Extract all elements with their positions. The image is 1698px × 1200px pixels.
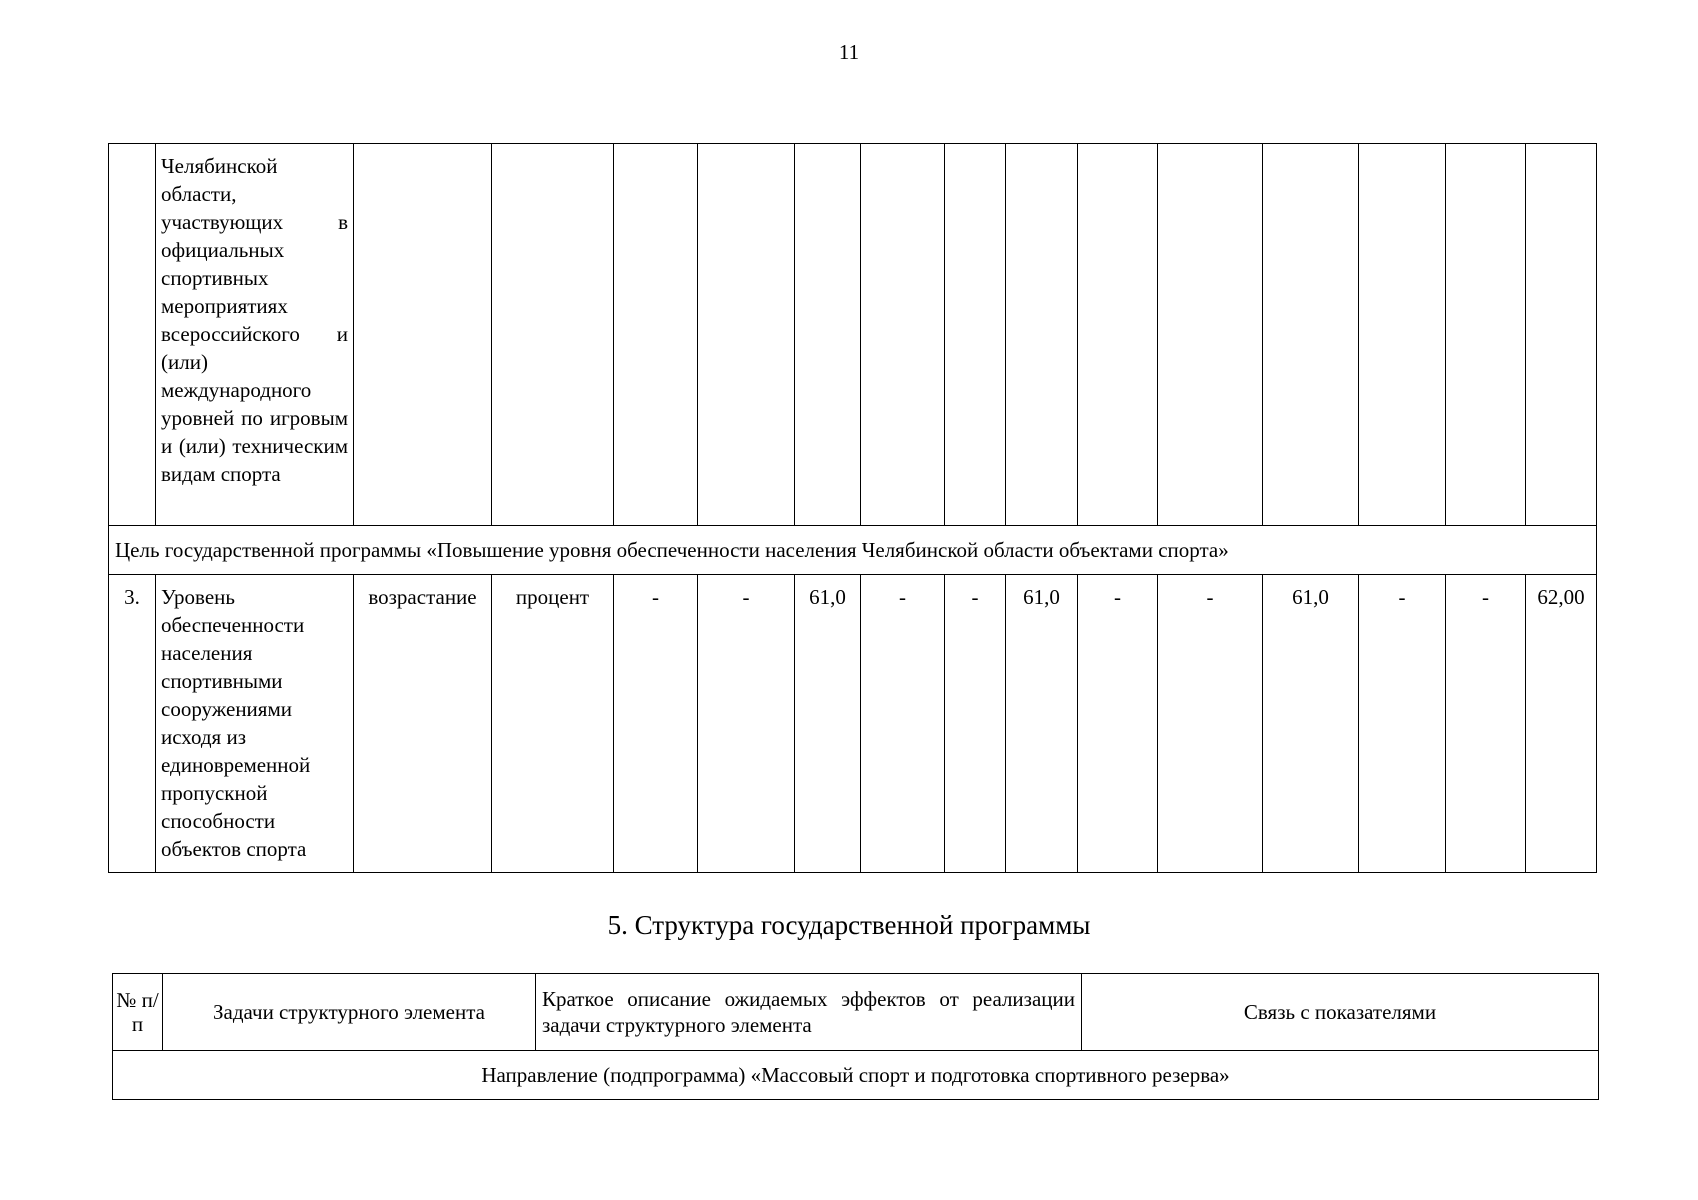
indicator-name: Челябинской области, участвующих в официальных спортивных мероприятиях всероссийского и (или) международного уровней по игровым и (или) техническим видам спорта	[156, 144, 354, 526]
empty-cell	[1446, 144, 1526, 526]
value-cell: -	[1446, 575, 1526, 873]
value-cell: 61,0	[1263, 575, 1359, 873]
section-title: 5. Структура государственной программы	[607, 910, 1091, 940]
header-description: Краткое описание ожидаемых эффектов от реализации задачи структурного элемента	[536, 974, 1082, 1051]
value-cell: -	[1158, 575, 1263, 873]
indicator-unit: процент	[492, 575, 614, 873]
header-number: № п/п	[113, 974, 163, 1051]
empty-cell	[1078, 144, 1158, 526]
empty-cell	[1158, 144, 1263, 526]
value-cell: 61,0	[795, 575, 861, 873]
value-cell: -	[861, 575, 945, 873]
value-cell: 61,0	[1006, 575, 1078, 873]
table-row	[109, 575, 1597, 873]
empty-cell	[945, 144, 1006, 526]
empty-cell	[698, 144, 795, 526]
indicator-name: Уровень обеспеченности населения спортивными сооружениями исходя из единовременной пропускной способности объектов спорта	[156, 575, 354, 873]
empty-cell	[492, 144, 614, 526]
value-cell: -	[1078, 575, 1158, 873]
empty-cell	[614, 144, 698, 526]
empty-cell	[1263, 144, 1359, 526]
subprogram-direction: Направление (подпрограмма) «Массовый спорт и подготовка спортивного резерва»	[113, 1051, 1599, 1100]
page-number: 11	[838, 40, 860, 64]
empty-cell	[795, 144, 861, 526]
value-cell: -	[698, 575, 795, 873]
direction-row	[113, 1051, 1599, 1100]
value-cell: 62,00	[1526, 575, 1597, 873]
value-cell: -	[945, 575, 1006, 873]
header-row	[113, 974, 1599, 1051]
goal-row	[109, 526, 1597, 575]
empty-cell	[354, 144, 492, 526]
header-links: Связь с показателями	[1082, 974, 1599, 1051]
program-goal: Цель государственной программы «Повышение уровня обеспеченности населения Челябинской области объектами спорта»	[109, 526, 1597, 575]
value-cell: -	[614, 575, 698, 873]
empty-cell	[1006, 144, 1078, 526]
header-tasks: Задачи структурного элемента	[163, 974, 536, 1051]
structure-table	[112, 973, 1599, 1100]
empty-cell	[1359, 144, 1446, 526]
indicator-direction: возрастание	[354, 575, 492, 873]
row-number	[109, 144, 156, 526]
indicators-table	[108, 143, 1597, 873]
empty-cell	[1526, 144, 1597, 526]
value-cell: -	[1359, 575, 1446, 873]
row-number: 3.	[109, 575, 156, 873]
empty-cell	[861, 144, 945, 526]
table-row	[109, 144, 1597, 526]
